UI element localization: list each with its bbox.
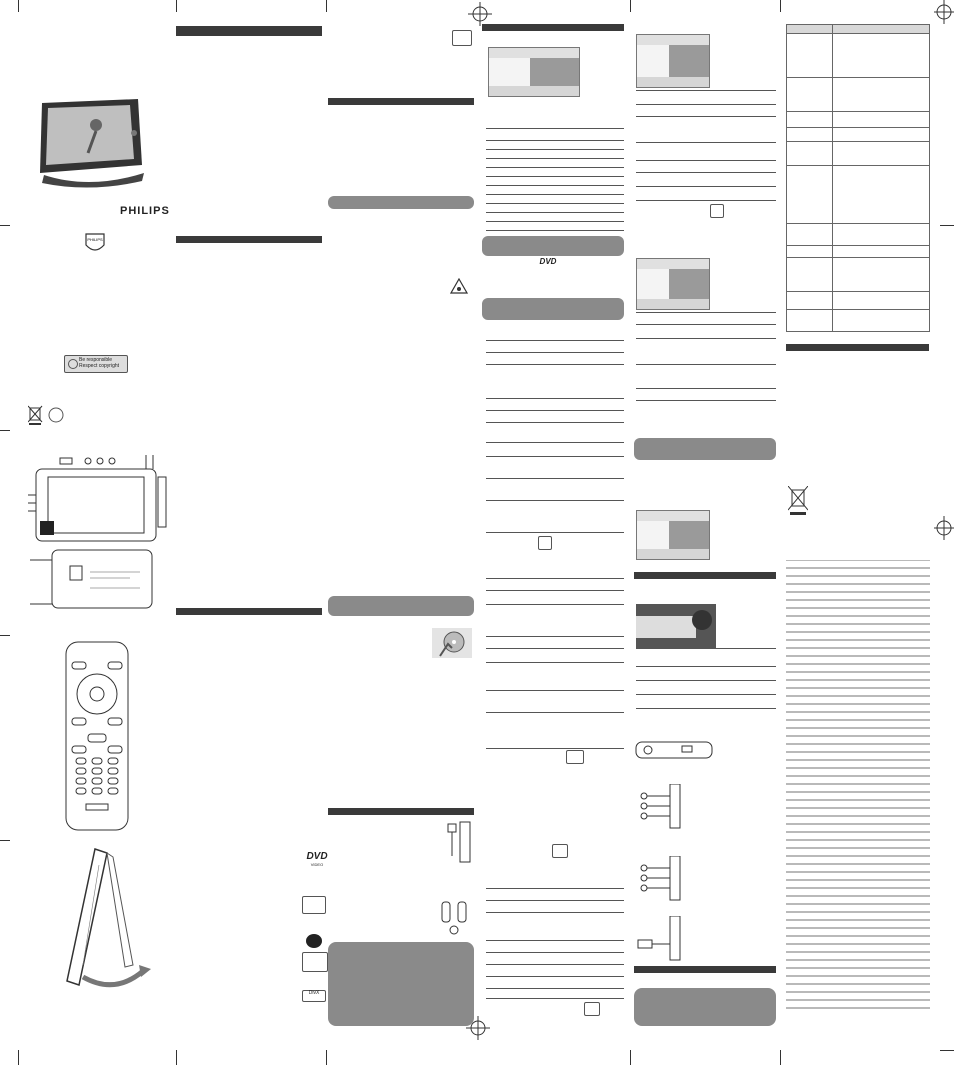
table-rule <box>486 230 624 231</box>
language-code-list <box>786 560 930 1010</box>
section-header-bar <box>634 572 776 579</box>
table-rule <box>486 976 624 977</box>
remote-battery-diagram <box>438 898 474 938</box>
cd-logo-icon <box>302 896 326 914</box>
table-rule <box>636 312 776 313</box>
table-rule <box>486 176 624 177</box>
setup-menu-screenshot <box>636 258 710 310</box>
table-rule <box>636 666 776 667</box>
table-row-divider <box>787 223 929 224</box>
table-rule <box>486 900 624 901</box>
device-stand-diagram <box>55 845 165 995</box>
column-6 <box>780 0 954 1065</box>
table-row-divider <box>787 309 929 310</box>
table-rule <box>486 221 624 222</box>
table-rule <box>486 128 624 129</box>
table-rule <box>636 142 776 143</box>
table-rule <box>636 338 776 339</box>
crop-mark <box>326 0 327 12</box>
table-rule <box>486 532 624 533</box>
product-photo <box>30 95 150 190</box>
note-box <box>482 236 624 256</box>
table-rule <box>636 400 776 401</box>
brand-logo: PHILIPS <box>120 205 170 217</box>
crop-mark <box>326 1050 327 1065</box>
warning-triangle-icon <box>450 278 468 294</box>
crop-mark <box>18 1050 19 1065</box>
dvd-logo-text: DVD <box>539 257 557 266</box>
crop-mark <box>176 1050 177 1065</box>
table-row-divider <box>787 141 929 142</box>
table-rule <box>486 590 624 591</box>
table-rule <box>636 172 776 173</box>
table-row-divider <box>787 245 929 246</box>
crop-mark <box>18 0 19 12</box>
table-rule <box>636 116 776 117</box>
crop-mark <box>940 225 954 226</box>
av-connection-diagram <box>634 784 688 830</box>
registration-mark-icon <box>934 516 954 540</box>
table-rule <box>486 712 624 713</box>
table-header <box>787 25 929 34</box>
note-box <box>482 298 624 320</box>
cd-logo-icon <box>710 204 724 218</box>
disc-logo-icon <box>584 1002 600 1016</box>
table-rule <box>486 398 624 399</box>
recycle-bin-icon <box>28 404 68 426</box>
cd-logo-icon <box>538 536 552 550</box>
dvd-logo-sub: VIDEO <box>310 862 324 867</box>
section-header-bar <box>786 344 929 351</box>
remote-control-diagram <box>60 640 135 832</box>
crop-mark <box>176 0 177 12</box>
crop-mark <box>0 635 10 636</box>
table-rule <box>636 388 776 389</box>
table-rule <box>486 912 624 913</box>
note-box-large <box>328 942 474 1026</box>
note-box <box>328 196 474 209</box>
table-rule <box>636 648 776 649</box>
column-5 <box>630 0 780 1065</box>
device-back-diagram <box>30 548 155 610</box>
troubleshooting-table <box>786 24 930 332</box>
table-rule <box>486 648 624 649</box>
table-rule <box>636 200 776 201</box>
disc-logo-icon <box>566 750 584 764</box>
svg-text:PHILIPS: PHILIPS <box>87 237 103 242</box>
table-rule <box>636 160 776 161</box>
registration-mark-icon <box>468 2 492 26</box>
table-row-divider <box>787 257 929 258</box>
note-box-large <box>634 988 776 1026</box>
table-rule <box>486 748 624 749</box>
table-rule <box>636 708 776 709</box>
shield-logo-icon <box>84 232 106 256</box>
table-rule <box>486 662 624 663</box>
table-rule <box>486 442 624 443</box>
table-column-divider <box>832 25 833 331</box>
table-rule <box>636 90 776 91</box>
table-rule <box>486 888 624 889</box>
copyright-badge-line1: Be responsible <box>79 357 113 363</box>
table-rule <box>486 940 624 941</box>
disc-handling-icon <box>432 628 472 658</box>
section-header-bar <box>328 808 474 815</box>
setup-menu-screenshot <box>636 34 710 88</box>
column-4 <box>478 0 630 1065</box>
copyright-icon <box>68 359 78 369</box>
crop-mark <box>780 1050 781 1065</box>
crop-mark <box>0 840 10 841</box>
table-rule <box>636 364 776 365</box>
table-row-divider <box>787 111 929 112</box>
table-rule <box>486 690 624 691</box>
note-box <box>328 596 474 616</box>
table-rule <box>486 604 624 605</box>
table-row-divider <box>787 127 929 128</box>
mp3-logo-icon <box>306 934 322 948</box>
table-row-divider <box>787 165 929 166</box>
dvd-logo-text: DVD <box>306 851 328 862</box>
crop-mark <box>0 225 10 226</box>
table-rule <box>486 410 624 411</box>
table-rule <box>486 636 624 637</box>
table-rule <box>486 158 624 159</box>
table-rule <box>486 998 624 999</box>
crop-mark <box>0 430 10 431</box>
section-header-bar <box>176 26 322 36</box>
disc-logo-icon <box>452 30 472 46</box>
section-header-bar <box>482 24 624 31</box>
setup-menu-screenshot <box>488 47 580 97</box>
copyright-badge <box>64 355 128 373</box>
table-row-divider <box>787 291 929 292</box>
table-rule <box>486 456 624 457</box>
table-rule <box>636 104 776 105</box>
column-1 <box>0 0 172 1065</box>
crop-mark <box>940 1050 954 1051</box>
table-rule <box>486 149 624 150</box>
battery-diagram <box>446 820 474 864</box>
table-rule <box>486 167 624 168</box>
table-rule <box>486 964 624 965</box>
table-rule <box>486 194 624 195</box>
table-rule <box>486 185 624 186</box>
section-header-bar <box>176 608 322 615</box>
crop-mark <box>630 0 631 12</box>
table-rule <box>486 500 624 501</box>
crop-mark <box>780 0 781 12</box>
section-header-bar <box>634 966 776 973</box>
table-rule <box>486 340 624 341</box>
usb-connection-diagram <box>634 916 688 962</box>
table-rule <box>486 203 624 204</box>
copyright-badge-line2: Respect copyright <box>79 363 120 369</box>
table-rule <box>636 324 776 325</box>
table-rule <box>486 422 624 423</box>
screen-photo <box>636 604 716 648</box>
table-rule <box>486 988 624 989</box>
table-rule <box>486 140 624 141</box>
crop-mark <box>630 1050 631 1065</box>
divx-logo: DivX <box>302 990 326 1002</box>
device-front-diagram <box>28 455 168 545</box>
table-rule <box>636 680 776 681</box>
table-rule <box>486 352 624 353</box>
table-rule <box>486 952 624 953</box>
table-rule <box>486 364 624 365</box>
dvd-logo <box>538 258 558 266</box>
table-rule <box>486 578 624 579</box>
weee-bin-icon <box>788 486 808 516</box>
section-header-bar <box>176 236 322 243</box>
setup-menu-screenshot <box>636 510 710 560</box>
table-rule <box>636 694 776 695</box>
dvd-logo <box>304 852 330 867</box>
registration-mark-icon <box>934 0 954 24</box>
av-connection-diagram <box>634 856 688 902</box>
jpeg-logo-icon <box>302 952 328 972</box>
table-rule <box>486 478 624 479</box>
table-rule <box>636 186 776 187</box>
note-box <box>634 438 776 460</box>
column-3 <box>306 0 478 1065</box>
table-rule <box>486 212 624 213</box>
section-header-bar <box>328 98 474 105</box>
table-row-divider <box>787 77 929 78</box>
device-top-diagram <box>634 738 714 764</box>
cd-logo-icon <box>552 844 568 858</box>
